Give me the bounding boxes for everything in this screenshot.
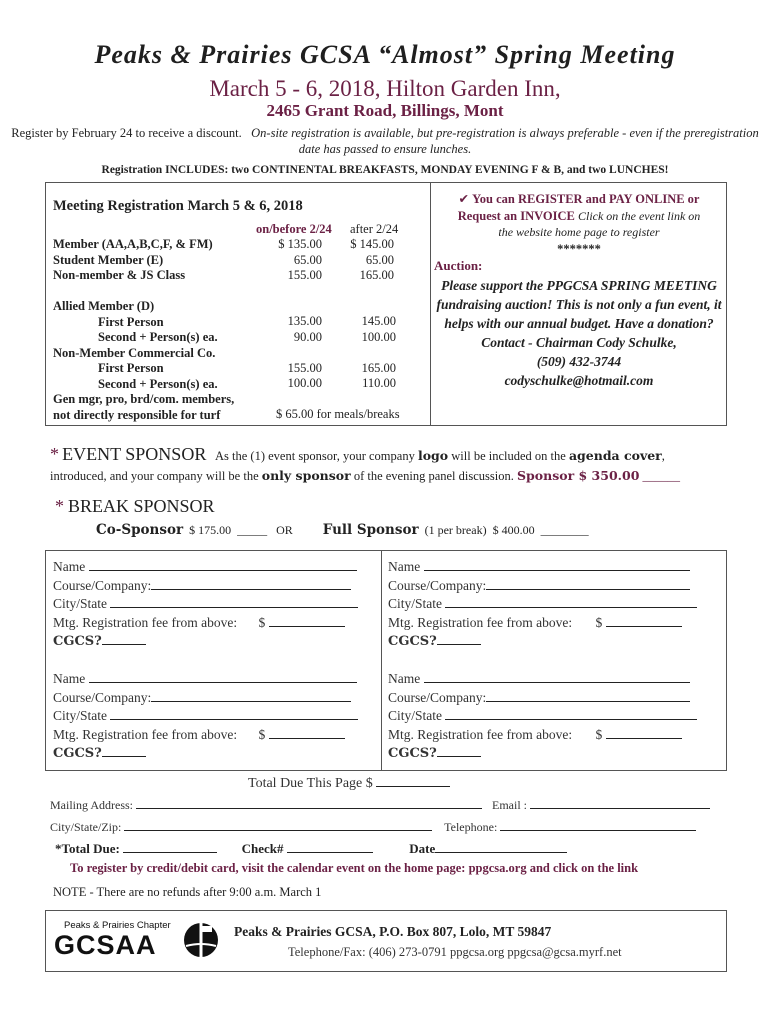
register-deadline: Register by February 24 to receive a discount. [11,126,242,140]
attendee-company-row [388,689,718,708]
attendee-cgcs-row [388,632,718,652]
fee-label: First Person [98,314,164,329]
event-address: 2465 Grant Road, Billings, Mont [266,101,504,120]
meals-fee: $ 65.00 for meals/breaks [276,407,400,421]
fee-input[interactable] [606,726,682,739]
gcsaa-logo [54,920,224,962]
fee-value: 145.00 [361,314,396,328]
fee-label-nonmember: Non-member & JS Class [53,268,186,282]
attendee-fee-row [388,614,718,633]
fee-row-labels [53,237,213,284]
attendee-name-row [388,558,718,577]
fee-value: 155.00 [287,268,322,282]
attendee-fee-row [388,726,718,745]
event-sponsor-line [50,444,665,465]
fee-input[interactable] [269,614,345,627]
fee-value: 90.00 [293,329,322,344]
attendee-fee-row [53,726,371,745]
fee-label: First Person [98,361,164,375]
name-label: Name [53,671,86,686]
event-sponsor-blank: ______ [642,469,681,483]
gen-mgr-label: not directly responsible for turf [53,407,221,422]
full-sponsor-note: (1 per break) [424,523,487,537]
event-sponsor-desc: As the (1) event sponsor, your company [215,449,415,463]
fee-value: 100.00 [287,376,322,390]
fee-label: Mtg. Registration fee from above: [53,614,238,630]
check-input[interactable] [287,840,373,853]
auction-body: Please support the PPGCSA SPRING MEETING fundraising auction! This is not only a fun event, it helps with our annual budget. Have a donation? Contact - Chairman Cody Schulke, [436,278,722,350]
gen-mgr-label: Gen mgr, pro, brd/com. members, [53,392,235,406]
fee-value: $ 135.00 [278,237,322,251]
credit-card-note: To register by credit/debit card, visit the calendar event on the home page: ppgcsa.org and click on the link [70,861,639,875]
online-instr: Click on the event link on [577,208,701,223]
fee-label-student: Student Member (E) [53,252,164,267]
allied-heading: Allied Member (D) [53,299,155,313]
cgcs-input[interactable] [102,744,146,757]
registration-note [0,125,770,157]
onsite-note: On-site registration is available, but pre-registration is always preferable - even if the preregistration date has passed to ensure lunches. [251,126,759,156]
attendee-name-row [388,670,718,689]
attendee-city-row [388,707,718,726]
asterisk: * [55,496,64,516]
city-input[interactable] [445,595,697,608]
break-sponsor-title-row [55,496,215,517]
cgcs-label: CGCS? [53,746,102,761]
email-input[interactable] [530,796,710,809]
event-sponsor-desc: introduced, and your company will be the [50,469,259,483]
company-input[interactable] [486,689,690,702]
event-dates-venue: March 5 - 6, 2018, Hilton Garden Inn, [209,76,561,101]
city-label: City/State [53,596,107,611]
fee-label: Second + Person(s) ea. [98,330,218,344]
check-icon: ✔ [458,192,469,206]
total-due-page-row [248,774,450,792]
city-label: City/State [53,708,107,723]
total-due-input[interactable] [123,840,217,853]
stars-divider: ******* [557,241,601,256]
break-sponsor-options [96,522,589,538]
fee-value: 100.00 [361,329,396,344]
fee-label: Second + Person(s) ea. [98,376,218,391]
email-label: Email : [492,798,527,812]
fee-label: Mtg. Registration fee from above: [53,726,238,742]
spacer [250,345,322,361]
attendee-city-row [53,595,371,614]
nonmember-commercial-heading: Non-Member Commercial Co. [53,345,216,360]
fee-after-values [330,237,394,284]
logo-emphasis: logo [417,448,449,463]
company-label: Course/Company: [388,689,487,705]
city-input[interactable] [445,707,697,720]
name-label: Name [53,559,86,574]
col-before-header: on/before 2/24 [256,222,332,236]
city-label: City/State [388,596,442,611]
dollar-sign: $ [258,614,266,630]
total-due-page-label: Total Due This Page $ [248,776,373,791]
date-label: Date [409,841,436,856]
allied-labels [53,299,234,423]
full-sponsor-blank[interactable]: ________ [540,523,589,537]
event-sponsor-line-2 [50,468,680,484]
fee-value: 135.00 [287,314,322,328]
cgcs-input[interactable] [437,632,481,645]
registration-box-divider [430,182,431,425]
online-register-note [436,191,722,257]
dollar-sign: $ [595,726,603,742]
online-line-2 [436,208,722,225]
fee-input[interactable] [269,726,345,739]
mailing-row [50,796,710,813]
name-input[interactable] [89,558,357,571]
date-input[interactable] [435,840,567,853]
cgcs-label: CGCS? [388,634,437,649]
attendee-block-1 [53,558,371,652]
fee-value: 65.00 [365,252,394,267]
fee-value: 155.00 [287,360,322,375]
fee-value: 110.00 [362,376,396,390]
online-line-3: the website home page to register [498,225,660,239]
co-sponsor-price: $ 175.00 [189,523,232,537]
cgcs-input[interactable] [102,632,146,645]
company-input[interactable] [151,689,351,702]
footer-contact: Telephone/Fax: (406) 273-0791 ppgcsa.org ppgcsa@gcsa.myrf.net [288,945,622,959]
dollar-sign: $ [595,614,603,630]
attendee-block-4 [388,670,718,764]
citystatezip-row [50,818,696,835]
telephone-label: Telephone: [444,820,498,834]
logo-chapter-text: Peaks & Prairies Chapter [64,920,171,931]
online-line-1 [436,191,722,208]
citystatezip-input[interactable] [124,818,432,831]
name-input[interactable] [89,670,357,683]
auction-email: codyschulke@hotmail.com [504,373,654,388]
registration-includes: Registration INCLUDES: two CONTINENTAL BREAKFASTS, MONDAY EVENING F & B, and two LUNCHES! [101,164,669,176]
logo-gcsaa-text: GCSAA [54,930,157,960]
company-label: Course/Company: [388,577,487,593]
fee-label: Mtg. Registration fee from above: [388,614,573,630]
event-sponsor-price: Sponsor $ 350.00 [517,468,640,483]
comma: , [661,449,665,463]
co-sponsor-blank[interactable]: _____ [237,523,268,537]
event-sponsor-desc: will be included on the [451,449,566,463]
telephone-input[interactable] [500,818,696,831]
fee-value: 65.00 [293,252,322,267]
allied-before-values [250,314,322,392]
company-label: Course/Company: [53,689,152,705]
city-input[interactable] [110,595,358,608]
city-input[interactable] [110,707,358,720]
allied-after-values [330,314,396,392]
cgcs-label: CGCS? [53,634,102,649]
attendee-company-row [388,577,718,596]
attendee-company-row [53,577,371,596]
attendee-city-row [388,595,718,614]
attendee-cgcs-row [53,744,371,764]
name-label: Name [388,559,421,574]
attendee-block-2 [388,558,718,652]
break-sponsor-title: BREAK SPONSOR [68,496,215,516]
attendee-company-row [53,689,371,708]
footer-org: Peaks & Prairies GCSA, P.O. Box 807, Lolo, MT 59847 [234,924,552,939]
or-label: OR [276,523,293,537]
logo-emblem-icon [182,920,220,960]
asterisk: * [50,444,59,464]
fee-input[interactable] [606,614,682,627]
fee-value: 165.00 [361,360,396,375]
name-label: Name [388,671,421,686]
attendee-cgcs-row [388,744,718,764]
spacer [330,345,396,361]
only-sponsor-emphasis: only sponsor [261,468,351,483]
auction-text [436,276,722,390]
event-sponsor-title: EVENT SPONSOR [62,444,207,464]
attendee-block-3 [53,670,371,764]
attendee-name-row [53,558,371,577]
fee-label-member: Member (AA,A,B,C,F, & FM) [53,237,213,251]
co-sponsor-label: Co-Sponsor [96,522,184,538]
attendee-name-row [53,670,371,689]
auction-label: Auction: [434,258,483,273]
page-title: Peaks & Prairies GCSA “Almost” Spring Meeting [94,40,676,69]
company-label: Course/Company: [53,577,152,593]
name-input[interactable] [424,670,690,683]
company-input[interactable] [151,577,351,590]
full-sponsor-label: Full Sponsor [322,522,419,538]
total-due-label: *Total Due: [55,841,120,856]
full-sponsor-price: $ 400.00 [492,523,535,537]
check-label: Check# [241,841,284,856]
cgcs-input[interactable] [437,744,481,757]
fee-heading: Meeting Registration March 5 & 6, 2018 [53,198,303,214]
attendee-cgcs-row [53,632,371,652]
payment-row [55,840,567,857]
citystatezip-label: City/State/Zip: [50,820,122,834]
attendee-fee-row [53,614,371,633]
total-due-page-input[interactable] [376,774,450,787]
auction-phone: (509) 432-3744 [536,354,622,369]
mailing-label: Mailing Address: [50,798,133,812]
attendee-city-row [53,707,371,726]
invoice-text: Request an INVOICE [457,208,575,223]
refund-note: NOTE - There are no refunds after 9:00 a.m. March 1 [53,885,322,899]
city-label: City/State [388,708,442,723]
mailing-input[interactable] [136,796,482,809]
agenda-emphasis: agenda cover [568,448,662,463]
dollar-sign: $ [258,726,266,742]
col-after-header: after 2/24 [350,222,399,236]
fee-label: Mtg. Registration fee from above: [388,726,573,742]
fee-value: 165.00 [359,268,394,282]
fee-value: $ 145.00 [350,237,394,251]
event-sponsor-desc: of the evening panel discussion. [353,469,514,483]
online-pay-text: You can REGISTER and PAY ONLINE or [472,192,700,206]
company-input[interactable] [486,577,690,590]
attendee-form-divider [381,550,382,770]
name-input[interactable] [424,558,690,571]
cgcs-label: CGCS? [388,746,437,761]
fee-before-values [250,237,322,284]
